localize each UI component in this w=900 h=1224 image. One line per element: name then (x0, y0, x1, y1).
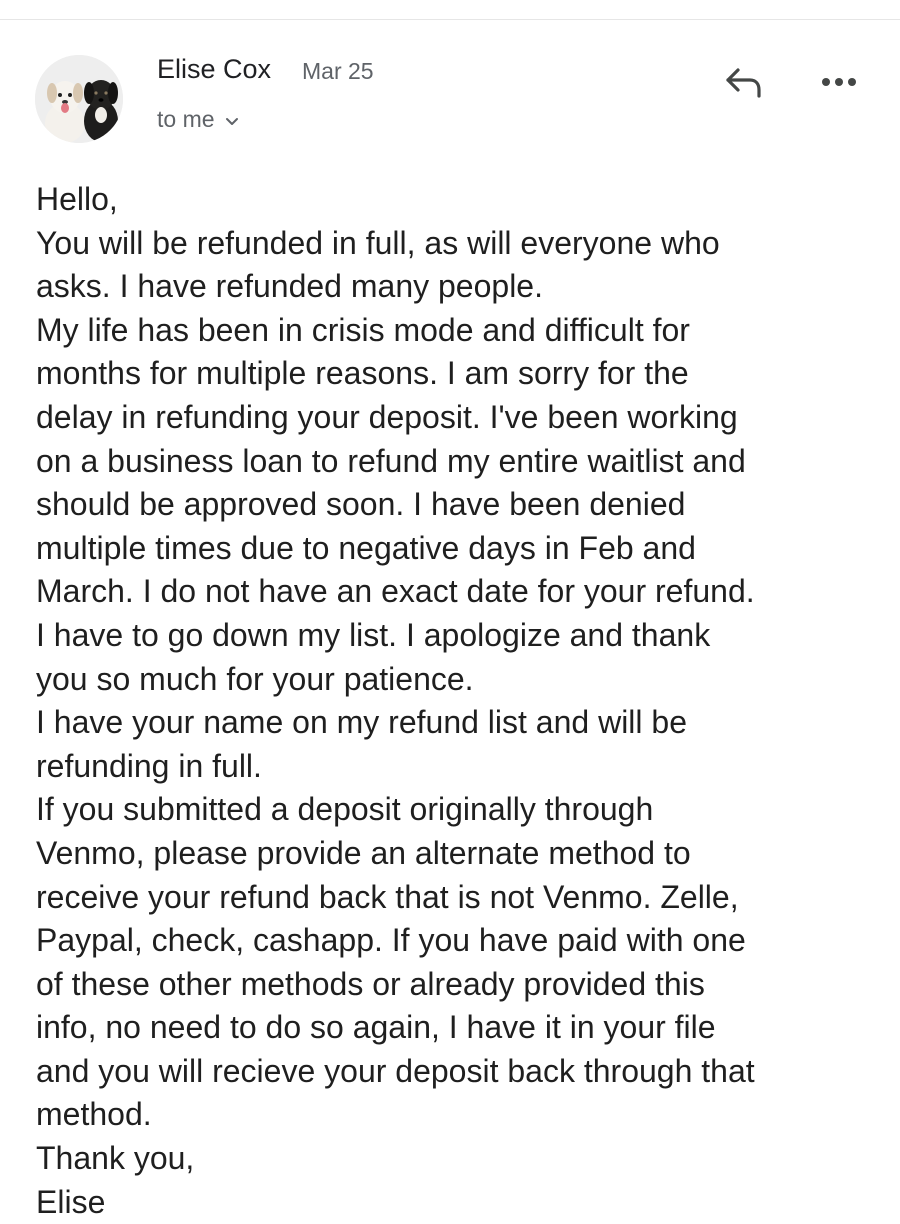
body-line: Paypal, check, cashapp. If you have paid with one (36, 922, 746, 959)
body-line: multiple times due to negative days in Feb and (36, 529, 696, 566)
body-line: Hello, (36, 181, 118, 217)
dogs-avatar-image (35, 55, 123, 143)
body-line: Venmo, please provide an alternate method to (36, 834, 691, 871)
body-line: and you will recieve your deposit back through that (36, 1052, 755, 1089)
body-line: Elise (36, 1183, 106, 1220)
sender-avatar[interactable] (35, 55, 123, 143)
more-options-button[interactable] (812, 60, 866, 104)
top-divider (0, 19, 900, 20)
body-line: delay in refunding your deposit. I've been working (36, 398, 738, 435)
body-line: Thank you, (36, 1140, 195, 1177)
message-date: Mar 25 (302, 58, 374, 84)
email-body (36, 178, 886, 1224)
body-line: asks. I have refunded many people. (36, 268, 543, 305)
body-line: I have your name on my refund list and will be (36, 704, 687, 741)
body-line: My life has been in crisis mode and difficult for (36, 311, 690, 348)
more-horizontal-icon (819, 76, 859, 88)
body-line: you so much for your patience. (36, 660, 474, 697)
body-line: You will be refunded in full, as will everyone who (36, 224, 720, 261)
body-line: I have to go down my list. I apologize and thank (36, 616, 711, 653)
reply-icon (722, 64, 766, 100)
body-line: on a business loan to refund my entire waitlist and (36, 442, 746, 479)
body-line: info, no need to do so again, I have it in your file (36, 1009, 716, 1046)
sender-name[interactable]: Elise Cox (157, 54, 272, 84)
chevron-down-icon (225, 106, 239, 133)
body-line: method. (36, 1096, 152, 1133)
body-line: of these other methods or already provided this (36, 965, 705, 1002)
body-line: should be approved soon. I have been denied (36, 486, 686, 523)
recipient-label: to me (157, 106, 215, 132)
body-line: receive your refund back that is not Venmo. Zelle, (36, 878, 739, 915)
body-line: months for multiple reasons. I am sorry for the (36, 355, 689, 392)
reply-button[interactable] (718, 60, 770, 104)
body-line: March. I do not have an exact date for your refund. (36, 573, 755, 610)
body-line: refunding in full. (36, 747, 262, 784)
body-line: If you submitted a deposit originally through (36, 791, 654, 828)
recipient-details-toggle[interactable] (157, 106, 239, 133)
